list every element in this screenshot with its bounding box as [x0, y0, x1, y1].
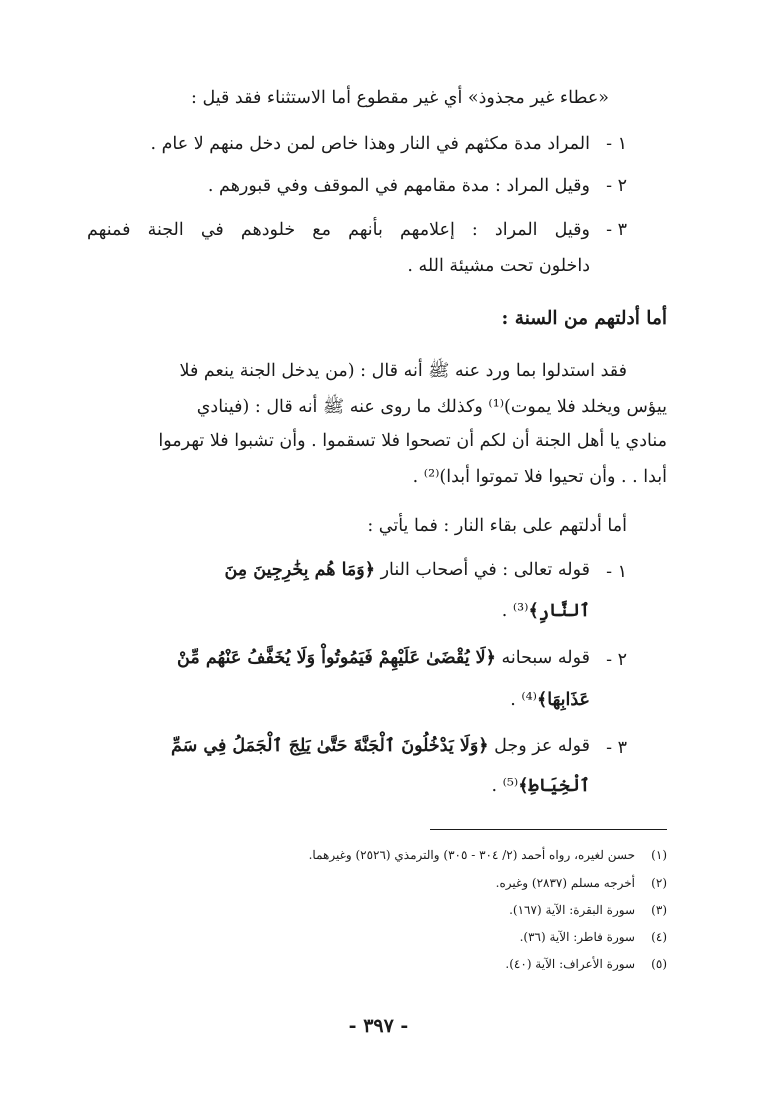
- quran-verse: ٱلْخِيَاطِ﴾: [518, 776, 590, 796]
- verse-item-cont: [510, 690, 590, 710]
- footnote-text: سورة فاطر: الآية (٣٦).: [519, 930, 635, 944]
- paragraph-line: أبدا . . وأن تحيوا فلا تموتوا أبدا)⁽²⁾ .: [412, 467, 667, 487]
- list-item-number: ٣ -: [606, 220, 627, 240]
- verse-item: [224, 560, 590, 580]
- verse-prefix: قوله سبحانه: [495, 648, 590, 668]
- list-item-text: المراد مدة مكثهم في النار وهذا خاص لمن دخل منهم لا عام .: [150, 134, 590, 154]
- footnote-text: سورة الأعراف: الآية (٤٠).: [505, 957, 635, 971]
- quran-verse: ﴿لَا يُقْضَىٰ عَلَيْهِمْ فَيَمُوتُواْ وَلَا يُخَفَّفُ عَنْهُم مِّنْ: [177, 648, 496, 668]
- footnote-ref: ⁽⁴⁾ .: [510, 690, 537, 710]
- paragraph-line: ييؤس ويخلد فلا يموت)⁽¹⁾ وكذلك ما روى عنه ﷺ أنه قال : (فينادي: [196, 397, 667, 417]
- quran-verse: ﴿وَلَا يَدْخُلُونَ ٱلْجَنَّةَ حَتَّىٰ يَلِجَ ٱلْجَمَلُ فِي سَمِّ: [170, 736, 489, 756]
- quran-verse: ٱلنَّارِ﴾: [528, 601, 590, 621]
- verse-item-cont: [491, 776, 590, 796]
- verse-prefix: قوله عز وجل: [488, 736, 590, 756]
- list-item-number: ٣ -: [606, 738, 627, 758]
- footnote-ref: ⁽³⁾ .: [501, 601, 529, 621]
- footnote-number: (٣): [651, 903, 667, 917]
- footnote-separator: [430, 829, 667, 830]
- paragraph-line: فقد استدلوا بما ورد عنه ﷺ أنه قال : (من يدخل الجنة ينعم فلا: [179, 361, 627, 381]
- list-item-text: داخلون تحت مشيئة الله .: [407, 256, 590, 276]
- verse-item: [177, 648, 590, 668]
- list-item-text: وقيل المراد : مدة مقامهم في الموقف وفي قبورهم .: [207, 176, 590, 196]
- list-item-number: ٢ -: [606, 176, 627, 196]
- verse-item: [171, 736, 590, 756]
- footnote-text: حسن لغيره، رواه أحمد (٢/ ٣٠٤ - ٣٠٥) والترمذي (٢٥٢٦) وغيرهما.: [308, 848, 635, 862]
- list-item-number: ١ -: [606, 134, 627, 154]
- paragraph-line: منادي يا أهل الجنة أن لكم أن تصحوا فلا تسقموا . وأن تشبوا فلا تهرموا: [158, 431, 667, 451]
- footnote-text: أخرجه مسلم (٢٨٣٧) وغيره.: [495, 876, 635, 890]
- footnote-number: (١): [651, 848, 667, 862]
- quran-verse: ﴿وَمَا هُم بِخَٰرِجِينَ مِنَ: [224, 560, 375, 580]
- list-item-text: وقيل المراد : إعلامهم بأنهم مع خلودهم في الجنة فمنهم: [87, 220, 590, 240]
- list-item-number: ١ -: [606, 562, 627, 582]
- footnote-number: (٢): [651, 876, 667, 890]
- quran-verse: عَذَابِهَا﴾: [536, 690, 590, 710]
- list2-intro: أما أدلتهم على بقاء النار : فما يأتي :: [367, 516, 627, 536]
- verse-prefix: قوله تعالى : في أصحاب النار: [375, 560, 590, 580]
- list-item-number: ٢ -: [606, 650, 627, 670]
- footnote-number: (٤): [651, 930, 667, 944]
- footnote-number: (٥): [651, 957, 667, 971]
- verse-item-cont: [502, 601, 590, 621]
- footnote-text: سورة البقرة: الآية (١٦٧).: [509, 903, 635, 917]
- footnote-ref: ⁽⁵⁾ .: [491, 776, 519, 796]
- intro-line: «عطاء غير مجذوذ» أي غير مقطوع أما الاستثناء فقد قيل :: [191, 88, 609, 108]
- page-number: - ٣٩٧ -: [348, 1015, 409, 1037]
- section-heading: أما أدلتهم من السنة :: [501, 308, 667, 329]
